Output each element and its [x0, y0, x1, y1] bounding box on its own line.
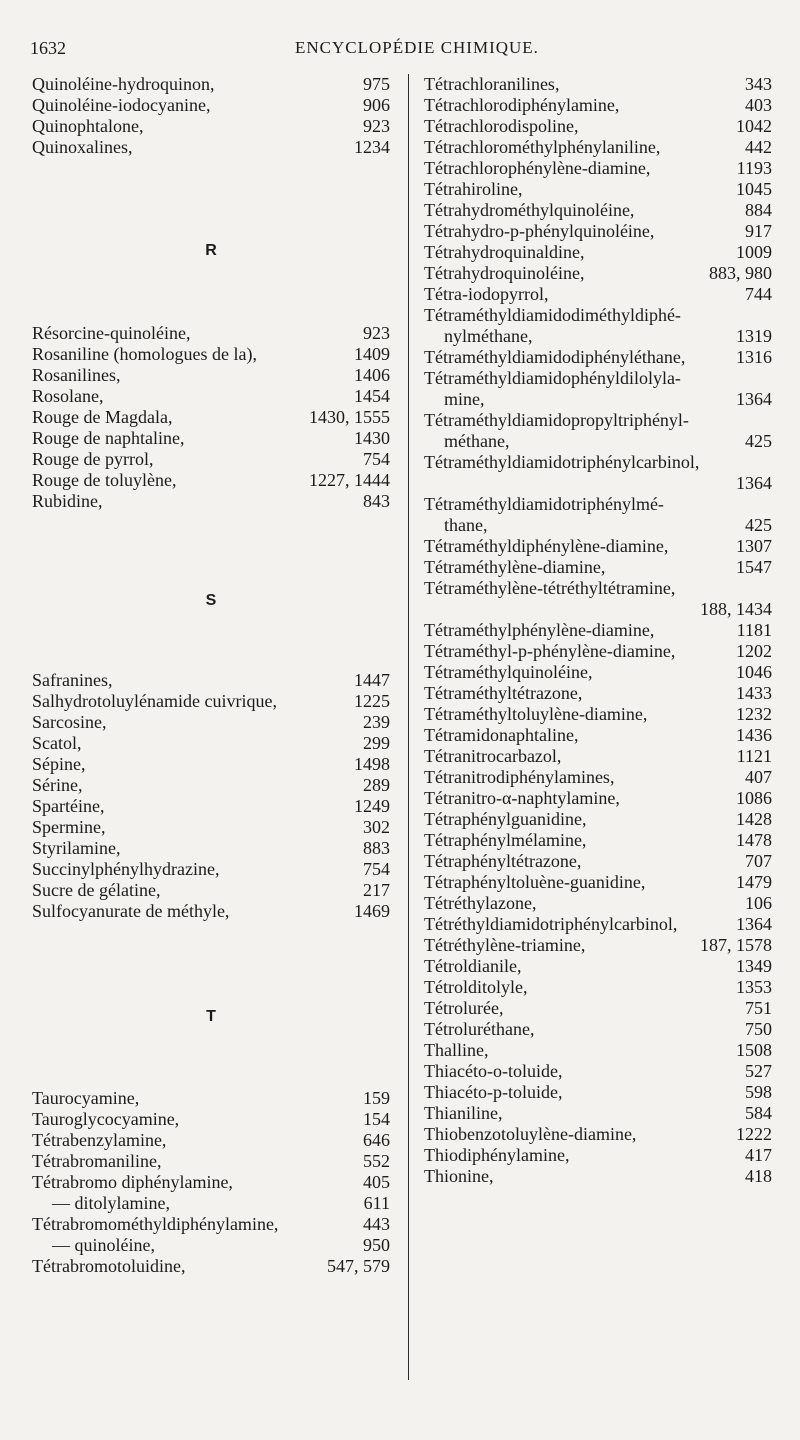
entry-pages: 884 — [745, 200, 772, 220]
entry-pages: 302 — [363, 817, 390, 837]
entry-name: Scatol, — [32, 733, 82, 753]
entry-pages: 646 — [363, 1130, 390, 1150]
entry-name: Thiacéto-p-toluide, — [424, 1082, 563, 1102]
entry-pages: 1086 — [736, 788, 772, 808]
entry-pages: 744 — [745, 284, 772, 304]
entry-pages: 1046 — [736, 662, 772, 682]
entry-name: Tétrachlorodispoline, — [424, 116, 579, 136]
section-gap — [32, 922, 390, 1008]
entry-pages: 403 — [745, 95, 772, 115]
entry-pages: 1045 — [736, 179, 772, 199]
entry-name: Tétrabromo diphénylamine, — [32, 1172, 233, 1192]
entry-pages: 1433 — [736, 683, 772, 703]
entry-pages: 1353 — [736, 977, 772, 997]
entry-pages: 1508 — [736, 1040, 772, 1060]
entry-pages: 751 — [745, 998, 772, 1018]
index-entry — [32, 1256, 390, 1277]
index-entry — [424, 893, 772, 914]
entry-pages: 1249 — [354, 796, 390, 816]
entry-pages: 1222 — [736, 1124, 772, 1144]
entry-pages: 1042 — [736, 116, 772, 136]
entry-pages: 407 — [745, 767, 772, 787]
entry-name: Tétrabenzylamine, — [32, 1130, 167, 1150]
index-entry — [424, 494, 772, 536]
entry-pages: 443 — [363, 1214, 390, 1234]
entry-pages: 425 — [745, 515, 772, 535]
section-gap — [32, 266, 390, 323]
entry-name: Safranines, — [32, 670, 113, 690]
entry-pages: 1547 — [736, 557, 772, 577]
entry-pages: 1409 — [354, 344, 390, 364]
index-entry — [424, 179, 772, 200]
entry-name: Résorcine-quinoléine, — [32, 323, 191, 343]
entry-name: Taurocyamine, — [32, 1088, 140, 1108]
entry-pages: 299 — [363, 733, 390, 753]
section-letter-r: R — [205, 242, 217, 259]
entry-name: Tétrachlorodiphénylamine, — [424, 95, 620, 115]
entry-name: Tétréthylène-triamine, — [424, 935, 586, 955]
entry-pages: 598 — [745, 1082, 772, 1102]
index-entry — [424, 242, 772, 263]
entry-name: Rosolane, — [32, 386, 104, 406]
index-entry — [32, 1088, 390, 1109]
entry-pages: 159 — [363, 1088, 390, 1108]
entry-pages: 547, 579 — [327, 1256, 390, 1276]
section-gap — [32, 616, 390, 670]
entry-pages: 1349 — [736, 956, 772, 976]
index-entry — [32, 386, 390, 407]
entry-pages: 425 — [745, 431, 772, 451]
entry-name: Tétraméthylquinoléine, — [424, 662, 593, 682]
entry-pages: 1406 — [354, 365, 390, 385]
entry-name: Tétrahydroquinoléine, — [424, 263, 585, 283]
entry-name: Thiobenzotoluylène-diamine, — [424, 1124, 637, 1144]
index-entry — [424, 830, 772, 851]
entry-pages: 188, 1434 — [700, 599, 772, 619]
entry-pages: 750 — [745, 1019, 772, 1039]
index-entry — [32, 796, 390, 817]
index-entry — [32, 1109, 390, 1130]
entry-name: Thiodiphénylamine, — [424, 1145, 570, 1165]
entry-pages: 1364 — [736, 389, 772, 409]
index-entry — [32, 137, 390, 158]
entry-name: Quinoléine-hydroquinon, — [32, 74, 215, 94]
entry-name: Tétraméthylène-tétréthyltétramine, — [424, 578, 676, 598]
entry-pages: 1428 — [736, 809, 772, 829]
entry-pages: 883, 980 — [709, 263, 772, 283]
entry-name: Tétrabromotoluidine, — [32, 1256, 186, 1276]
index-entry — [32, 1151, 390, 1172]
entry-name: Rouge de toluylène, — [32, 470, 177, 490]
entry-name: Rosanilines, — [32, 365, 121, 385]
entry-pages: 1121 — [736, 746, 772, 766]
entry-pages: 1316 — [736, 347, 772, 367]
entry-name: Tétraméthyldiamidopropyltriphényl- — [424, 410, 689, 430]
entry-name: Salhydrotoluylénamide cuivrique, — [32, 691, 277, 711]
entry-name: Tétraméthyldiphénylène-diamine, — [424, 536, 669, 556]
entry-pages: 1430 — [354, 428, 390, 448]
index-entry — [32, 470, 390, 491]
entry-name: Tétraméthyldiamidotriphénylmé- — [424, 494, 664, 514]
entry-name: Thiacéto-o-toluide, — [424, 1061, 563, 1081]
index-entry — [424, 368, 772, 410]
entry-pages: 1364 — [736, 473, 772, 493]
entry-name: Succinylphénylhydrazine, — [32, 859, 220, 879]
entry-name: Quinophtalone, — [32, 116, 144, 136]
right-column — [424, 74, 772, 1187]
entry-name: Tétraméthyldiamidodiméthyldiphé- — [424, 305, 681, 325]
index-entry — [32, 1235, 390, 1256]
index-entry — [424, 74, 772, 95]
index-entry — [424, 662, 772, 683]
entry-name: Rubidine, — [32, 491, 103, 511]
section-gap — [32, 512, 390, 592]
entry-name: Thianiline, — [424, 1103, 503, 1123]
index-entry — [424, 914, 772, 935]
index-entry — [424, 200, 772, 221]
index-entry — [424, 1082, 772, 1103]
entry-name: Tétraméthyldiamidotriphénylcarbinol, — [424, 452, 700, 472]
index-entry — [32, 1172, 390, 1193]
entry-name: Thionine, — [424, 1166, 494, 1186]
entry-pages: 923 — [363, 116, 390, 136]
index-entry — [32, 1130, 390, 1151]
entry-name: Rouge de pyrrol, — [32, 449, 154, 469]
index-entry — [32, 880, 390, 901]
index-entry — [424, 704, 772, 725]
index-entry — [424, 557, 772, 578]
index-entry — [32, 817, 390, 838]
section-letter-t: T — [206, 1008, 216, 1025]
index-entry — [32, 670, 390, 691]
index-entry — [424, 641, 772, 662]
running-title: ENCYCLOPÉDIE CHIMIQUE. — [295, 38, 539, 57]
index-entry — [424, 263, 772, 284]
entry-pages: 1469 — [354, 901, 390, 921]
index-entry — [424, 1124, 772, 1145]
index-entry — [424, 935, 772, 956]
entry-pages: 417 — [745, 1145, 772, 1165]
entry-name: Tétroldianile, — [424, 956, 522, 976]
entry-name: — quinoléine, — [52, 1235, 155, 1255]
index-entry — [32, 449, 390, 470]
entry-pages: 584 — [745, 1103, 772, 1123]
entry-name: Sucre de gélatine, — [32, 880, 161, 900]
entry-pages: 1478 — [736, 830, 772, 850]
index-entry — [424, 1061, 772, 1082]
entry-pages: 1498 — [354, 754, 390, 774]
index-entry — [32, 428, 390, 449]
left-column — [32, 74, 390, 1277]
entry-pages: 405 — [363, 1172, 390, 1192]
entry-pages: 1447 — [354, 670, 390, 690]
column-divider — [408, 74, 409, 1380]
entry-pages: 552 — [363, 1151, 390, 1171]
entry-pages: 1181 — [736, 620, 772, 640]
section-letter-s: S — [205, 592, 217, 609]
index-entry — [424, 116, 772, 137]
index-entry — [32, 323, 390, 344]
index-entry — [424, 347, 772, 368]
index-entry — [424, 767, 772, 788]
entry-name: Tauroglycocyamine, — [32, 1109, 180, 1129]
entry-name: Spartéine, — [32, 796, 105, 816]
index-entry — [424, 1019, 772, 1040]
entry-pages: 1307 — [736, 536, 772, 556]
index-entry — [424, 809, 772, 830]
entry-pages: 1009 — [736, 242, 772, 262]
index-entry — [32, 116, 390, 137]
index-entry — [32, 407, 390, 428]
entry-name: Tétranitrodiphénylamines, — [424, 767, 615, 787]
entry-name: Tétraphénylmélamine, — [424, 830, 587, 850]
entry-pages: 527 — [745, 1061, 772, 1081]
entry-pages: 883 — [363, 838, 390, 858]
entry-name: Rouge de naphtaline, — [32, 428, 185, 448]
index-entry — [424, 746, 772, 767]
entry-name: Tétraphényltétrazone, — [424, 851, 582, 871]
index-entry — [424, 998, 772, 1019]
index-entry — [32, 1214, 390, 1235]
entry-pages: 1454 — [354, 386, 390, 406]
index-entry — [424, 158, 772, 179]
index-entry — [424, 1040, 772, 1061]
entry-name-continued: méthane, — [444, 431, 510, 451]
index-entry — [424, 137, 772, 158]
index-entry — [424, 305, 772, 347]
entry-pages: 217 — [363, 880, 390, 900]
index-entry — [32, 859, 390, 880]
index-entry — [424, 956, 772, 977]
entry-name: Tétrachloranilines, — [424, 74, 560, 94]
entry-name: Tétra-iodopyrrol, — [424, 284, 549, 304]
entry-name: — ditolylamine, — [52, 1193, 170, 1213]
entry-name: Quinoxalines, — [32, 137, 133, 157]
entry-name: Sépine, — [32, 754, 86, 774]
entry-name: Tétraphényltoluène-guanidine, — [424, 872, 646, 892]
entry-pages: 917 — [745, 221, 772, 241]
index-entry — [424, 1145, 772, 1166]
entry-name: Tétréthyldiamidotriphénylcarbinol, — [424, 914, 678, 934]
index-entry — [424, 410, 772, 452]
index-entry — [424, 683, 772, 704]
entry-name: Tétrachlorométhylphénylaniline, — [424, 137, 661, 157]
index-entry — [32, 691, 390, 712]
index-entry — [424, 788, 772, 809]
entry-name: Tétraméthyltoluylène-diamine, — [424, 704, 648, 724]
index-entry — [32, 775, 390, 796]
entry-name: Tétrachlorophénylène-diamine, — [424, 158, 651, 178]
index-entry — [32, 712, 390, 733]
section-gap — [32, 1032, 390, 1088]
entry-pages: 343 — [745, 74, 772, 94]
section-gap — [32, 158, 390, 242]
entry-pages: 707 — [745, 851, 772, 871]
index-entry — [32, 733, 390, 754]
index-entry — [424, 1103, 772, 1124]
entry-name: Tétrahydrométhylquinoléine, — [424, 200, 635, 220]
index-entry — [424, 725, 772, 746]
entry-name: Tétréthylazone, — [424, 893, 537, 913]
entry-pages: 239 — [363, 712, 390, 732]
index-entry — [424, 620, 772, 641]
index-entry — [424, 284, 772, 305]
index-entry — [32, 838, 390, 859]
entry-pages: 1225 — [354, 691, 390, 711]
entry-name: Quinoléine-iodocyanine, — [32, 95, 211, 115]
entry-pages: 843 — [363, 491, 390, 511]
index-entry — [424, 872, 772, 893]
index-entry — [32, 74, 390, 95]
entry-name: Sérine, — [32, 775, 83, 795]
entry-name: Rosaniline (homologues de la), — [32, 344, 257, 364]
entry-pages: 1364 — [736, 914, 772, 934]
entry-name: Tétrabromométhyldiphénylamine, — [32, 1214, 279, 1234]
entry-name: Tétraméthyldiamidophényldilolyla- — [424, 368, 681, 388]
index-entry — [32, 365, 390, 386]
entry-name: Tétraphénylguanidine, — [424, 809, 587, 829]
entry-name: Tétrahiroline, — [424, 179, 523, 199]
running-header — [30, 38, 770, 62]
entry-pages: 906 — [363, 95, 390, 115]
index-entry — [32, 754, 390, 775]
entry-name: Tétramidonaphtaline, — [424, 725, 579, 745]
index-entry — [32, 491, 390, 512]
entry-pages: 1234 — [354, 137, 390, 157]
entry-pages: 1193 — [736, 158, 772, 178]
entry-name: Styrilamine, — [32, 838, 121, 858]
index-entry — [424, 578, 772, 620]
entry-pages: 1319 — [736, 326, 772, 346]
entry-name: Spermine, — [32, 817, 106, 837]
entry-name: Tétrahydro-p-phénylquinoléine, — [424, 221, 655, 241]
index-entry — [424, 221, 772, 242]
entry-pages: 1479 — [736, 872, 772, 892]
entry-pages: 1232 — [736, 704, 772, 724]
entry-name: Tétraméthylphénylène-diamine, — [424, 620, 655, 640]
entry-name: Thalline, — [424, 1040, 489, 1060]
index-entry — [424, 95, 772, 116]
entry-name: Tétrolditolyle, — [424, 977, 528, 997]
index-entry — [424, 1166, 772, 1187]
index-entry — [32, 901, 390, 922]
index-entry — [424, 452, 772, 494]
entry-pages: 187, 1578 — [700, 935, 772, 955]
entry-pages: 1202 — [736, 641, 772, 661]
entry-name-continued: nylméthane, — [444, 326, 533, 346]
entry-pages: 154 — [363, 1109, 390, 1129]
entry-name: Tétranitrocarbazol, — [424, 746, 562, 766]
entry-pages: 975 — [363, 74, 390, 94]
index-entry — [424, 536, 772, 557]
entry-pages: 1430, 1555 — [309, 407, 390, 427]
entry-name: Tétraméthyl-p-phénylène-diamine, — [424, 641, 676, 661]
entry-name: Tétroluréthane, — [424, 1019, 535, 1039]
entry-pages: 289 — [363, 775, 390, 795]
entry-name: Tétraméthyltétrazone, — [424, 683, 583, 703]
entry-pages: 442 — [745, 137, 772, 157]
entry-pages: 1227, 1444 — [309, 470, 390, 490]
entry-name: Rouge de Magdala, — [32, 407, 173, 427]
entry-pages: 106 — [745, 893, 772, 913]
index-entry — [32, 344, 390, 365]
index-entry — [32, 95, 390, 116]
entry-name: Tétrolurée, — [424, 998, 504, 1018]
index-entry — [32, 1193, 390, 1214]
page-number: 1632 — [30, 38, 66, 58]
entry-pages: 754 — [363, 859, 390, 879]
entry-name: Tétrahydroquinaldine, — [424, 242, 585, 262]
index-entry — [424, 977, 772, 998]
entry-pages: 950 — [363, 1235, 390, 1255]
entry-pages: 1436 — [736, 725, 772, 745]
entry-pages: 923 — [363, 323, 390, 343]
entry-name: Tétraméthyldiamidodiphényléthane, — [424, 347, 686, 367]
entry-name-continued: thane, — [444, 515, 488, 535]
entry-name: Sarcosine, — [32, 712, 107, 732]
entry-pages: 418 — [745, 1166, 772, 1186]
entry-name: Sulfocyanurate de méthyle, — [32, 901, 230, 921]
entry-name-continued: mine, — [444, 389, 485, 409]
entry-name: Tétrabromaniline, — [32, 1151, 162, 1171]
entry-name: Tétraméthylène-diamine, — [424, 557, 606, 577]
index-entry — [424, 851, 772, 872]
entry-pages: 754 — [363, 449, 390, 469]
entry-name: Tétranitro-α-naphtylamine, — [424, 788, 620, 808]
entry-pages: 611 — [363, 1193, 390, 1213]
